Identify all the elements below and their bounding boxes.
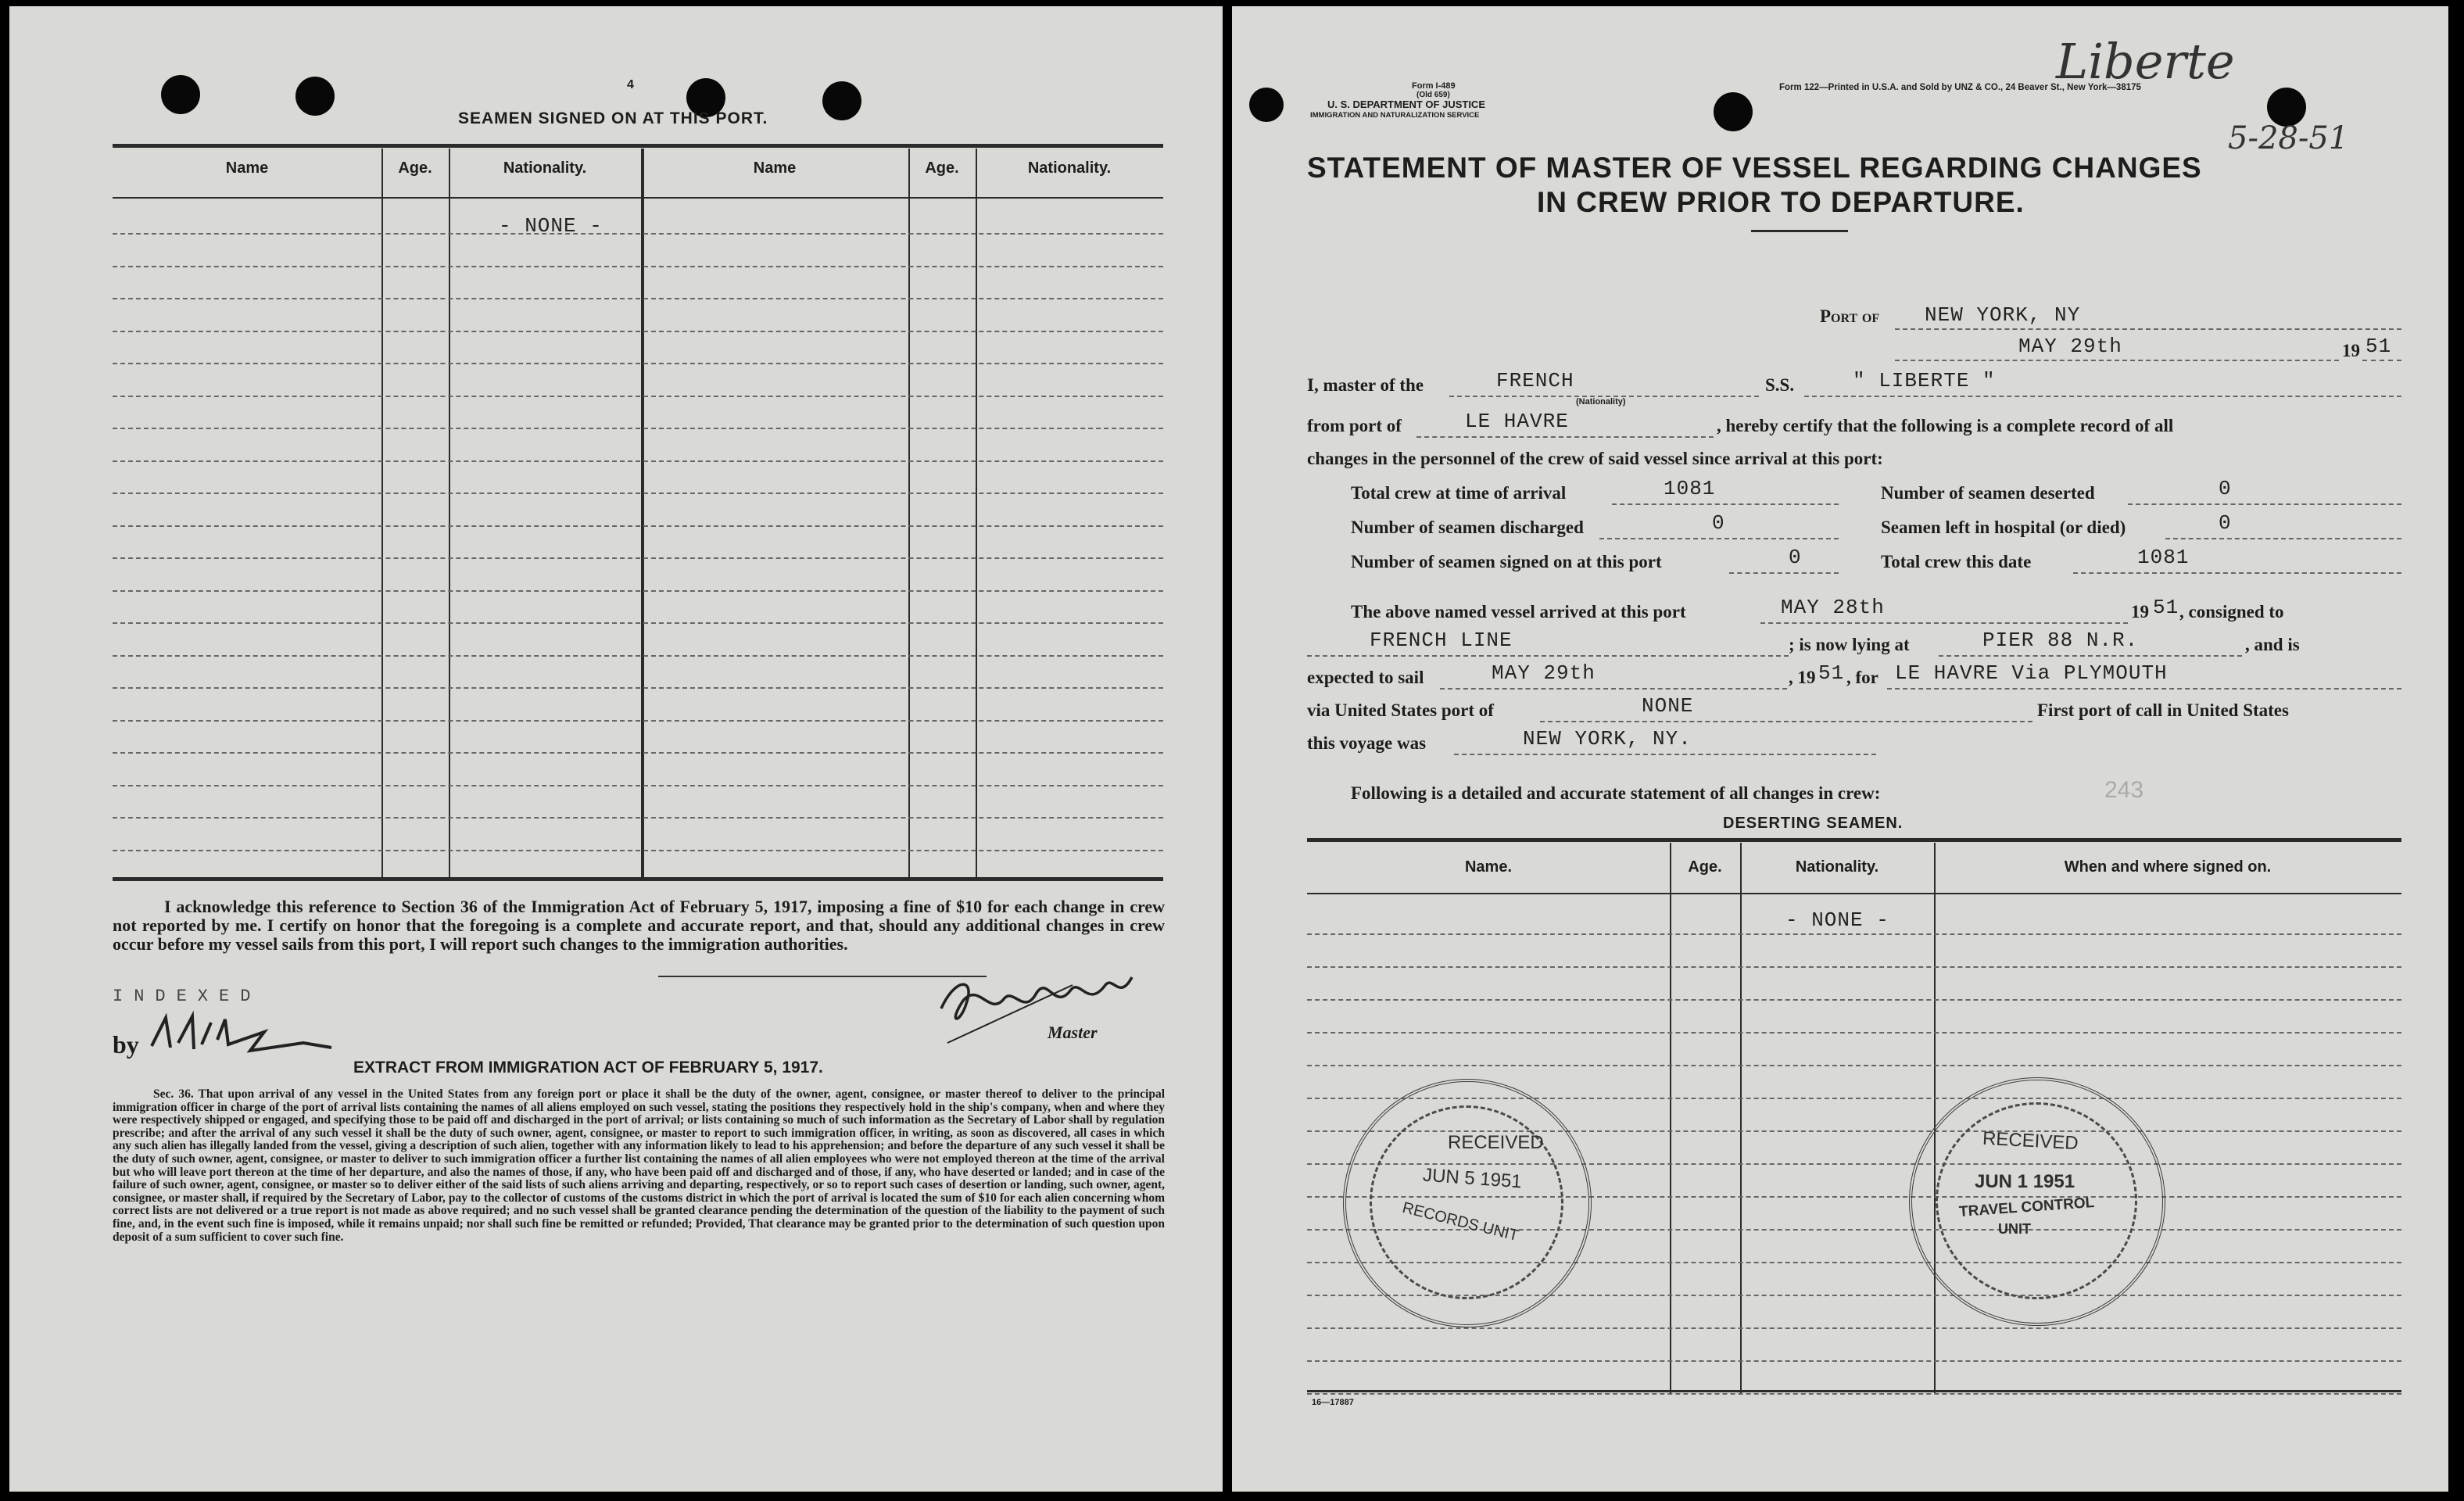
table-row-rule (113, 266, 1163, 267)
table-row-rule (1307, 1360, 2401, 1362)
and-is-label: , and is (2245, 635, 2300, 654)
col-header-age: Age. (925, 159, 959, 177)
col-header-nationality: Nationality. (1795, 858, 1879, 876)
table-row-rule (1307, 1327, 2401, 1329)
col-header-signed-on: When and where signed on. (2064, 858, 2272, 876)
hospital-label: Seamen left in hospital (or died) (1881, 518, 2126, 537)
col-header-age: Age. (1688, 858, 1722, 876)
signed-on-value: 0 (1789, 546, 1802, 569)
indexed-stamp: INDEXED (113, 987, 262, 1006)
for-value: LE HAVRE Via PLYMOUTH (1895, 661, 2168, 685)
ss-label: S.S. (1765, 375, 1795, 395)
discharged-value: 0 (1712, 511, 1725, 535)
col-header-name: Name (753, 159, 797, 177)
punch-hole (1249, 88, 1284, 122)
handwritten-ship-name: Liberte (2056, 33, 2235, 90)
expected-label: expected to sail (1307, 668, 1424, 687)
total-date-value: 1081 (2137, 546, 2190, 569)
table-row-rule (113, 363, 1163, 364)
table-row-rule (1307, 1032, 2401, 1034)
section-title: SEAMEN SIGNED ON AT THIS PORT. (458, 109, 768, 127)
total-arrival-label: Total crew at time of arrival (1351, 483, 1567, 503)
col-header-nationality: Nationality. (1027, 159, 1112, 177)
table-row-rule (113, 590, 1163, 592)
voyage-label: this voyage was (1307, 733, 1427, 753)
none-entry: - NONE - (1785, 908, 1889, 932)
arrived-year-prefix: 19 (2131, 602, 2149, 622)
col-header-nationality: Nationality. (503, 159, 587, 177)
table-row-rule (113, 785, 1163, 786)
consigned-label: , consigned to (2179, 602, 2284, 622)
master-of-label: I, master of the (1307, 375, 1424, 395)
from-port-label: from port of (1307, 416, 1402, 435)
consignee-value: FRENCH LINE (1370, 629, 1513, 652)
table-row-rule (113, 752, 1163, 754)
initials-signature (147, 1008, 335, 1063)
master-label: Master (1048, 1023, 1098, 1042)
changes-text: changes in the personnel of the crew of said vessel since arrival at this port: (1307, 449, 1883, 468)
ship-value: " LIBERTE " (1853, 369, 1996, 392)
printer-note: Form 122—Printed in U.S.A. and Sold by UNZ & CO., 24 Beaver St., New York—38175 (1779, 83, 2141, 92)
faint-number: 243 (2104, 777, 2144, 803)
date-value: MAY 29th (2018, 335, 2122, 358)
table-row-rule (113, 687, 1163, 689)
left-page (9, 6, 1223, 1492)
arrived-value: MAY 28th (1781, 596, 1885, 619)
first-port-label: First port of call in United States (2037, 700, 2289, 720)
nationality-value: FRENCH (1496, 369, 1574, 392)
table-row-rule (113, 850, 1163, 851)
punch-hole (161, 75, 200, 114)
punch-hole (295, 77, 335, 116)
col-header-age: Age. (398, 159, 432, 177)
for-label: , for (1846, 668, 1878, 687)
table-row-rule (113, 331, 1163, 332)
extract-text: Sec. 36. That upon arrival of any vessel in the United States from any foreign port or place it shall be the duty of the owner, agent, consignee, or master thereof to deliver to the principal immigration officer in charge of the port of arrival lists containing the names of all aliens employed on such vessel, stating the positions they respectively hold in the ship's company, when and where they were respectively shipped or engaged, and specifying those to be paid off and discharged in the port of arrival; or lists containing so much of such information as the Secretary of Labor shall by regulation prescribe; and after the arrival of any such vessel it shall be the duty of such owner, agent, consignee, or master to report to such immigration officer, in writing, as soon as discovered, all cases in which any such alien has illegally landed from the vessel, giving a description of such alien, together with any information likely to lead to his apprehension; and before the departure of any such vessel it shall be the duty of such owner, agent, consignee, or master to deliver to such immigration officer a further list containing the names of all alien employees who were not employed thereon at the time of the arrival but who will leave port thereon at the time of her departure, and also the names of those, if any, who have been paid off and discharged and of those, if any, who have deserted or landed; and in case of the failure of such owner, agent, consignee, or master so to deliver either of the said lists of such aliens arriving and departing, respectively, or so to report such cases of desertion or landing, such owner, agent, consignee, or master shall, if required by the Secretary of Labor, pay to the collector of customs of the customs district in which the port of arrival is located the sum of $10 for each alien concerning whom correct lists are not delivered or a true report is not made as above required; and no such vessel shall be granted clearance pending the determination of the question of the liability to the payment of such fine, and, in the event such fine is imposed, while it remains unpaid; nor shall such fine be remitted or refunded; Provided, That clearance may be granted prior to the determination of such question upon deposit of a sum sufficient to cover such fine. (113, 1087, 1165, 1244)
date-year: 51 (2366, 335, 2392, 358)
voyage-value: NEW YORK, NY. (1523, 727, 1692, 750)
lying-label: ; is now lying at (1789, 635, 1910, 654)
hospital-value: 0 (2219, 511, 2232, 535)
table-row-rule (113, 233, 1163, 235)
certify-text: , hereby certify that the following is a complete record of all (1717, 416, 2174, 435)
date-year-prefix: 19 (2342, 341, 2360, 360)
total-arrival-value: 1081 (1664, 477, 1716, 500)
table-row-rule (1307, 999, 2401, 1001)
col-header-name: Name (225, 159, 269, 177)
table-row-rule (113, 460, 1163, 462)
punch-hole (1714, 92, 1753, 131)
department: U. S. DEPARTMENT OF JUSTICE (1327, 99, 1485, 110)
form-title-line2: IN CREW PRIOR TO DEPARTURE. (1537, 186, 2025, 218)
footer-code: 16—17887 (1312, 1398, 1354, 1407)
arrived-label: The above named vessel arrived at this port (1351, 602, 1686, 622)
none-entry: - NONE - (499, 214, 603, 238)
expected-year: 51 (1818, 661, 1845, 685)
service: IMMIGRATION AND NATURALIZATION SERVICE (1310, 111, 1480, 120)
arrived-year: 51 (2153, 596, 2179, 619)
total-date-label: Total crew this date (1881, 552, 2032, 571)
table-row-rule (113, 720, 1163, 722)
via-label: via United States port of (1307, 700, 1494, 720)
form-title-line1: STATEMENT OF MASTER OF VESSEL REGARDING CHANGES (1307, 152, 2202, 184)
table-row-rule (1307, 1065, 2401, 1066)
table-row-rule (1307, 966, 2401, 968)
acknowledgement-text: I acknowledge this reference to Section 36 of the Immigration Act of February 5, 1917, imposing a fine of $10 for each change in crew not reported by me. I certify on honor that the foregoing is a complete and accurate report, and that, should any additional changes in crew occur before my vessel sails from this port, I will report such changes to the immigration authorities. (113, 897, 1165, 954)
table-row-rule (113, 396, 1163, 397)
from-port-value: LE HAVRE (1465, 410, 1569, 433)
table-row-rule (1307, 933, 2401, 935)
table-row-rule (113, 622, 1163, 624)
table-row-rule (113, 655, 1163, 657)
col-header-name: Name. (1464, 858, 1513, 876)
port-label: Port of (1820, 306, 1880, 326)
deserted-label: Number of seamen deserted (1881, 483, 2095, 503)
lying-value: PIER 88 N.R. (1982, 629, 2139, 652)
expected-value: MAY 29th (1492, 661, 1596, 685)
table-row-rule (1307, 1393, 2401, 1395)
deserting-title: DESERTING SEAMEN. (1723, 815, 1904, 832)
signed-on-label: Number of seamen signed on at this port (1351, 552, 1662, 571)
extract-title: EXTRACT FROM IMMIGRATION ACT OF FEBRUARY 5, 1917. (353, 1059, 823, 1076)
punch-hole (822, 81, 861, 120)
right-page: Form I-489 (Old 659) U. S. DEPARTMENT OF JUSTICE IMMIGRATION AND NATURALIZATION SERVICE Form 122—Printed in U.S.A. and Sold by UNZ & CO., 24 Beaver St., New York—38175 Liberte 5-28-51 STATEMENT OF MASTER OF VESSEL REGARDING CHANGES IN CREW PRIOR TO DEPARTURE. Port of NEW YORK, NY MAY 29th 19 51 I, master of the FRENCH (Nationality) S.S. " LIBERTE " from port of LE HAVRE , hereby certify that the following is a complete record of all changes in the personnel of the crew of said vessel since arrival at this port: Total crew at time of arrival 1081 Number of seamen deserted 0 Number of seamen discharged 0 Seamen left in hospital (or died) 0 Number of seamen signed on at this port 0 Total crew this date 1081 The above named vessel arrived at this port MAY 28th 19 51 , consigned to FRENCH LINE ; is now lying at PIER 88 N.R. , and is expected to sail MAY 29th , 19 51 , for LE HAVRE Via PLYMOUTH via United States port of NONE First port of call in United States this voyage was NEW YORK, NY. Following is a detailed and accurate statement of all changes in crew: 243 DESERTING SEAMEN. Name. Age. Nationality. When and where signed on. - NONE - RECEIVED JUN 5 1951 RECORDS UNIT RECEIVED JUN 1 1951 TRAVEL CONTROL UNIT 16—17887 (1232, 6, 2448, 1492)
indexed-by-label: by (113, 1030, 139, 1059)
nationality-caption: (Nationality) (1576, 397, 1626, 407)
form-number: Form I-489 (1412, 81, 1456, 91)
table-row-rule (113, 557, 1163, 559)
table-row-rule (113, 298, 1163, 299)
form-old: (Old 659) (1416, 91, 1450, 99)
expected-year-prefix: , 19 (1789, 668, 1816, 687)
via-value: NONE (1642, 694, 1694, 718)
discharged-label: Number of seamen discharged (1351, 518, 1584, 537)
port-value: NEW YORK, NY (1925, 303, 2081, 327)
table-row-rule (113, 428, 1163, 429)
handwritten-date: 5-28-51 (2228, 120, 2349, 156)
page-number: 4 (627, 78, 634, 91)
table-row-rule (113, 493, 1163, 494)
master-signature (932, 962, 1151, 1055)
table-row-rule (113, 525, 1163, 527)
following-text: Following is a detailed and accurate statement of all changes in crew: (1351, 783, 1881, 803)
deserted-value: 0 (2219, 477, 2232, 500)
table-row-rule (113, 817, 1163, 819)
